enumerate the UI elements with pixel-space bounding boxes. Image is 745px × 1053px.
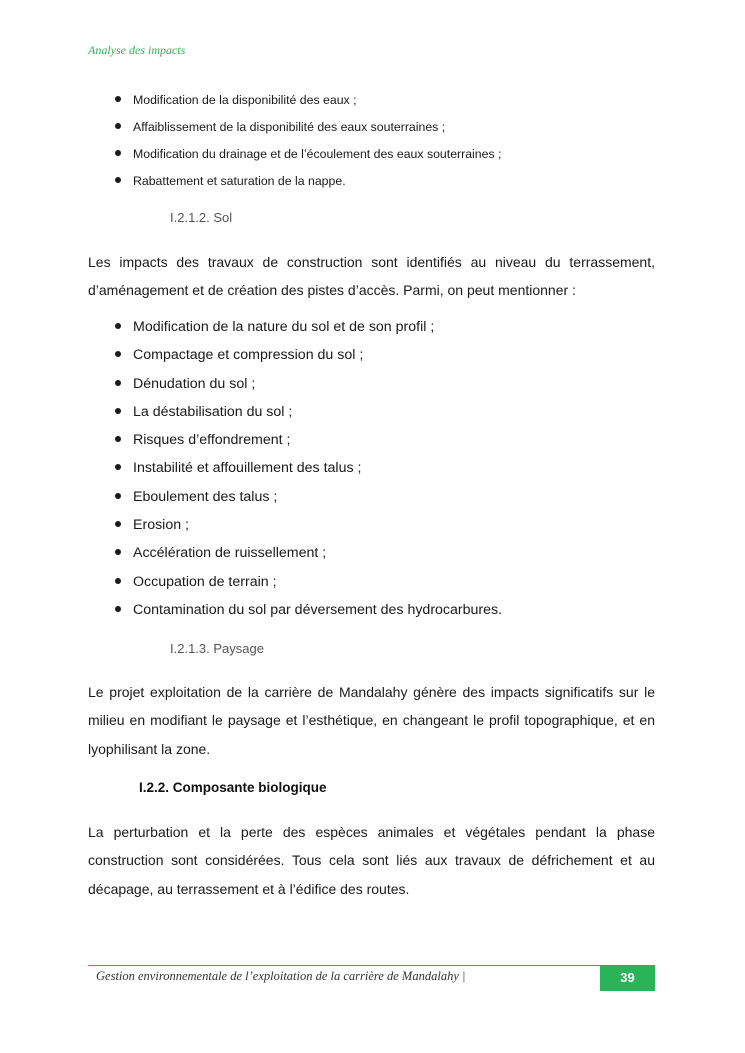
sol-intro-paragraph: Les impacts des travaux de construction sont identifiés au niveau du terrassement, d’aménagement et de création des pistes d’accès. Parmi, on peut mentionner : [88,254,655,299]
list-item-text: Erosion ; [133,517,189,534]
paysage-paragraph: Le projet exploitation de la carrière de Mandalahy génère des impacts significatifs sur le milieu en modifiant le paysage et l’esthétique, en changeant le profil topographique, et en lyophilisant la zone. [88,684,655,757]
list-item [112,544,502,572]
footer-title: Gestion environnementale de l’exploitation de la carrière de Mandalahy | [96,969,466,983]
list-item [112,516,502,544]
bullet-icon [115,493,121,499]
list-item [112,146,501,173]
list-item-text: Eboulement des talus ; [133,488,278,505]
list-item [112,601,502,629]
bullet-icon [115,408,121,414]
bullet-icon [115,323,121,329]
bullet-icon [115,150,121,156]
list-item-text: Risques d’effondrement ; [133,432,291,449]
list-item [112,459,502,487]
list-item-text: Modification de la disponibilité des eaux ; [133,93,357,107]
list-item-text: Compactage et compression du sol ; [133,347,364,364]
bullet-icon [115,123,121,129]
list-item [112,346,502,374]
list-item-text: Modification du drainage et de l’écoulement des eaux souterraines ; [133,147,502,161]
biologique-paragraph: La perturbation et la perte des espèces animales et végétales pendant la phase construction sont considérées. Tous cela sont liés aux travaux de défrichement et au décapage, au terrassement et à l’édifice des routes. [88,824,655,897]
list-item-text: Dénudation du sol ; [133,375,256,392]
section-heading-biologique: I.2.2. Composante biologique [139,780,327,795]
list-item [112,431,502,459]
bullet-icon [115,351,121,357]
list-item-text: Rabattement et saturation de la nappe. [133,174,346,188]
bullet-icon [115,578,121,584]
bullet-icon [115,177,121,183]
list-item [112,375,502,403]
list-item [112,488,502,516]
bullet-icon [115,96,121,102]
list-item [112,403,502,431]
footer-divider [88,965,655,966]
list-item [112,318,502,346]
bullet-icon [115,464,121,470]
bullet-icon [115,606,121,612]
list-item-text: La déstabilisation du sol ; [133,403,293,420]
list-item [112,573,502,601]
list-item-text: Occupation de terrain ; [133,573,277,590]
bullet-icon [115,521,121,527]
list-item [112,119,501,146]
bullet-icon [115,549,121,555]
list-item-text: Instabilité et affouillement des talus ; [133,460,362,477]
page-number-badge: 39 [600,965,655,991]
water-impacts-list [112,92,501,200]
list-item-text: Modification de la nature du sol et de son profil ; [133,319,435,335]
section-heading-sol: I.2.1.2. Sol [170,210,233,225]
list-item-text: Contamination du sol par déversement des hydrocarbures. [133,601,503,618]
sol-impacts-list [112,318,502,629]
running-header: Analyse des impacts [88,43,186,57]
list-item-text: Accélération de ruissellement ; [133,545,327,562]
list-item-text: Affaiblissement de la disponibilité des eaux souterraines ; [133,120,446,134]
section-heading-paysage: I.2.1.3. Paysage [170,641,264,656]
bullet-icon [115,380,121,386]
list-item [112,92,501,119]
list-item [112,173,501,200]
bullet-icon [115,436,121,442]
